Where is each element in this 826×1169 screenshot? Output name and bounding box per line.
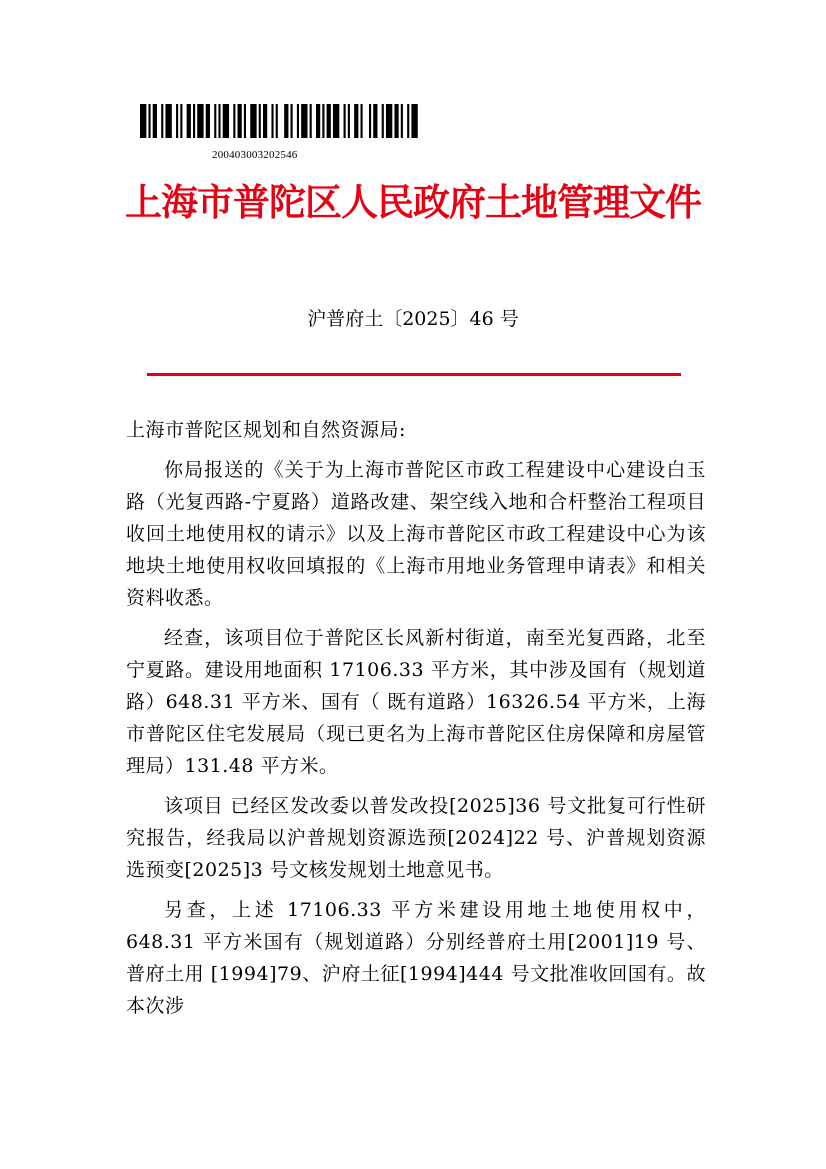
barcode-bar xyxy=(193,104,195,138)
barcode-bar xyxy=(176,104,178,138)
barcode-bar xyxy=(206,104,210,138)
barcode-bar xyxy=(373,104,377,138)
barcode-bar xyxy=(401,104,403,138)
barcode-bar xyxy=(394,104,398,138)
barcode-bar xyxy=(333,104,339,138)
barcode-bar xyxy=(322,104,324,138)
barcode-bar xyxy=(197,104,203,138)
barcode-bar xyxy=(161,104,163,138)
barcode-bar xyxy=(348,104,350,138)
body-paragraph: 经查，该项目位于普陀区长风新村街道，南至光复西路，北至宁夏路。建设用地面积 17106.33 平方米，其中涉及国有（规划道路）648.31 平方米、国有（ 既有道路）16326.54 平方米，上海市普陀区住宅发展局（现已更名为上海市普陀区住房保障和房屋管理局）131.48 平方米。 xyxy=(126,627,706,777)
barcode-bar xyxy=(165,104,171,138)
document-body xyxy=(126,414,706,1030)
barcode-graphic xyxy=(140,104,422,138)
body-paragraph: 另查，上述 17106.33 平方米建设用地土地使用权中，648.31 平方米国有（规划道路）分别经普府土用[2001]19 号、普府土用 [1994]79、沪府土征[1994]444 号文批准收回国有。故本次涉 xyxy=(126,899,706,1017)
document-number: 沪普府土〔2025〕46 号 xyxy=(307,308,519,330)
barcode-bar xyxy=(153,104,157,138)
barcode-bar xyxy=(250,104,256,138)
body-paragraph: 你局报送的《关于为上海市普陀区市政工程建设中心建设白玉路（光复西路-宁夏路）道路改建、架空线入地和合杆整治工程项目收回土地使用权的请示》以及上海市普陀区市政工程建设中心为该地块土地使用权收回填报的《上海市用地业务管理申请表》和相关资料收悉。 xyxy=(126,459,706,609)
barcode-bar xyxy=(297,104,299,138)
barcode-bar xyxy=(263,104,267,138)
document-title: 上海市普陀区人民政府土地管理文件 xyxy=(125,180,701,224)
red-divider xyxy=(147,373,681,376)
barcode-bar xyxy=(382,104,384,138)
barcode-bar xyxy=(327,104,331,138)
barcode-bar xyxy=(344,104,346,138)
barcode-bar xyxy=(259,104,261,138)
barcode-bar xyxy=(244,104,246,138)
barcode-bar xyxy=(271,104,273,138)
barcode-bar xyxy=(407,104,409,138)
barcode-bar xyxy=(354,104,358,138)
barcode-bar xyxy=(187,104,191,138)
salutation: 上海市普陀区规划和自然资源局: xyxy=(126,419,406,441)
barcode-bar xyxy=(361,104,363,138)
barcode-bar xyxy=(233,104,235,138)
barcode-bar xyxy=(140,104,146,138)
barcode-bar xyxy=(291,104,293,138)
barcode xyxy=(140,104,430,161)
barcode-bar xyxy=(284,104,288,138)
barcode-bar xyxy=(411,104,417,138)
barcode-bar xyxy=(369,104,371,138)
barcode-bar xyxy=(316,104,320,138)
barcode-bar xyxy=(148,104,150,138)
barcode-number: 200403003202546 xyxy=(212,149,298,161)
barcode-bar xyxy=(301,104,307,138)
body-paragraph: 该项目 已经区发改委以普发改投[2025]36 号文批复可行性研究报告，经我局以沪普规划资源选预[2024]22 号、沪普规划资源选预变[2025]3 号文核发规划土地意见书。 xyxy=(126,795,706,881)
barcode-bar xyxy=(180,104,182,138)
barcode-bar xyxy=(310,104,312,138)
barcode-bar xyxy=(386,104,392,138)
barcode-bar xyxy=(214,104,216,138)
barcode-bar xyxy=(218,104,220,138)
barcode-bar xyxy=(223,104,229,138)
barcode-bar xyxy=(276,104,278,138)
barcode-bar xyxy=(238,104,242,138)
